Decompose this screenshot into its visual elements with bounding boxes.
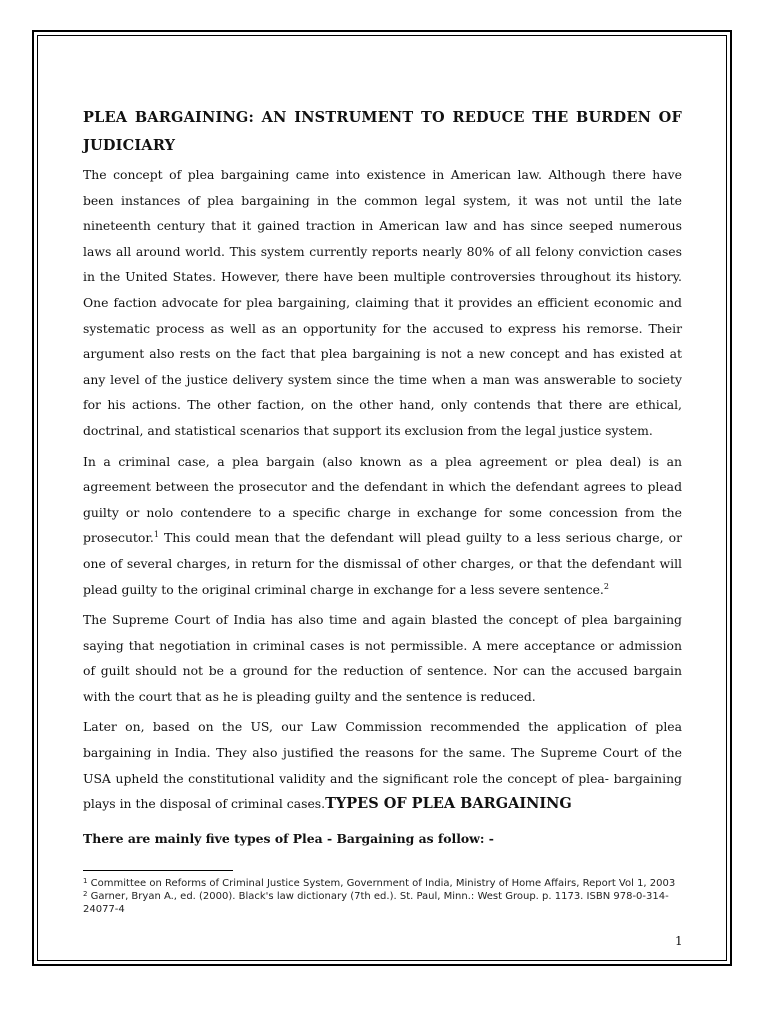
paragraph-definition <box>83 449 682 603</box>
footnote-1-text: Committee on Reforms of Criminal Justice System, Government of India, Ministry of Home Affairs, Report Vol 1, 2003 <box>90 878 676 889</box>
paragraph-supreme-court-india: The Supreme Court of India has also time and again blasted the concept of plea bargaining saying that negotiation in criminal cases is not permissible. A mere acceptance or admission of guilt should not be a ground for the reduction of sentence. Nor can the accused bargain with the court that as he is pleading guilty and the sentence is reduced. <box>83 612 682 704</box>
footnotes <box>83 870 683 916</box>
footnote-ref-1[interactable]: 1 <box>153 530 159 540</box>
footnote-1-number: 1 <box>83 877 88 885</box>
footnote-2-text: Garner, Bryan A., ed. (2000). Black's law dictionary (7th ed.). St. Paul, Minn.: West Group. p. 1173. ISBN 978-0-314-24077-4 <box>83 891 669 915</box>
section-heading-types: TYPES OF PLEA BARGAINING <box>325 795 572 813</box>
paragraph-law-commission-text: Later on, based on the US, our Law Commission recommended the application of plea bargaining in India. They also justified the reasons for the same. The Supreme Court of the USA upheld the constitutional validity and the significant role the concept of plea- bargaining plays in the disposal of criminal cases. <box>83 719 682 812</box>
document-body <box>83 104 682 851</box>
document-title: PLEA BARGAINING: AN INSTRUMENT TO REDUCE THE BURDEN OF JUDICIARY <box>83 109 682 154</box>
paragraph-law-commission <box>83 714 682 816</box>
paragraph-definition-part1: In a criminal case, a plea bargain (also known as a plea agreement or plea deal) is an agreement between the prosecutor and the defendant in which the defendant agrees to plead guilty or nolo contendere to a specific charge in exchange for some concession from the prosecutor. <box>83 453 682 546</box>
footnote-1 <box>83 877 683 890</box>
footnote-separator <box>83 870 233 871</box>
paragraph-intro: The concept of plea bargaining came into existence in American law. Although there have been instances of plea bargaining in the common legal system, it was not until the late nineteenth century that it gained traction in American law and has since seeped numerous laws all around world. This system currently reports nearly 80% of all felony conviction cases in the United States. However, there have been multiple controversies throughout its history. One faction advocate for plea bargaining, claiming that it provides an efficient economic and systematic process as well as an opportunity for the accused to express his remorse. Their argument also rests on the fact that plea bargaining is not a new concept and has existed at any level of the justice delivery system since the time when a man was answerable to society for his actions. The other faction, on the other hand, only contends that there are ethical, doctrinal, and statistical scenarios that support its exclusion from the legal justice system. <box>83 167 682 438</box>
footnote-ref-2[interactable]: 2 <box>603 581 609 591</box>
footnote-2-number: 2 <box>83 890 88 898</box>
subheading-types-list: There are mainly five types of Plea - Bargaining as follow: - <box>83 830 494 846</box>
page-number: 1 <box>675 934 683 948</box>
footnote-2 <box>83 890 683 916</box>
paragraph-definition-part2: This could mean that the defendant will plead guilty to a less serious charge, or one of several charges, in return for the dismissal of other charges, or that the defendant will plead guilty to the original criminal charge in exchange for a less severe sentence. <box>83 530 682 597</box>
